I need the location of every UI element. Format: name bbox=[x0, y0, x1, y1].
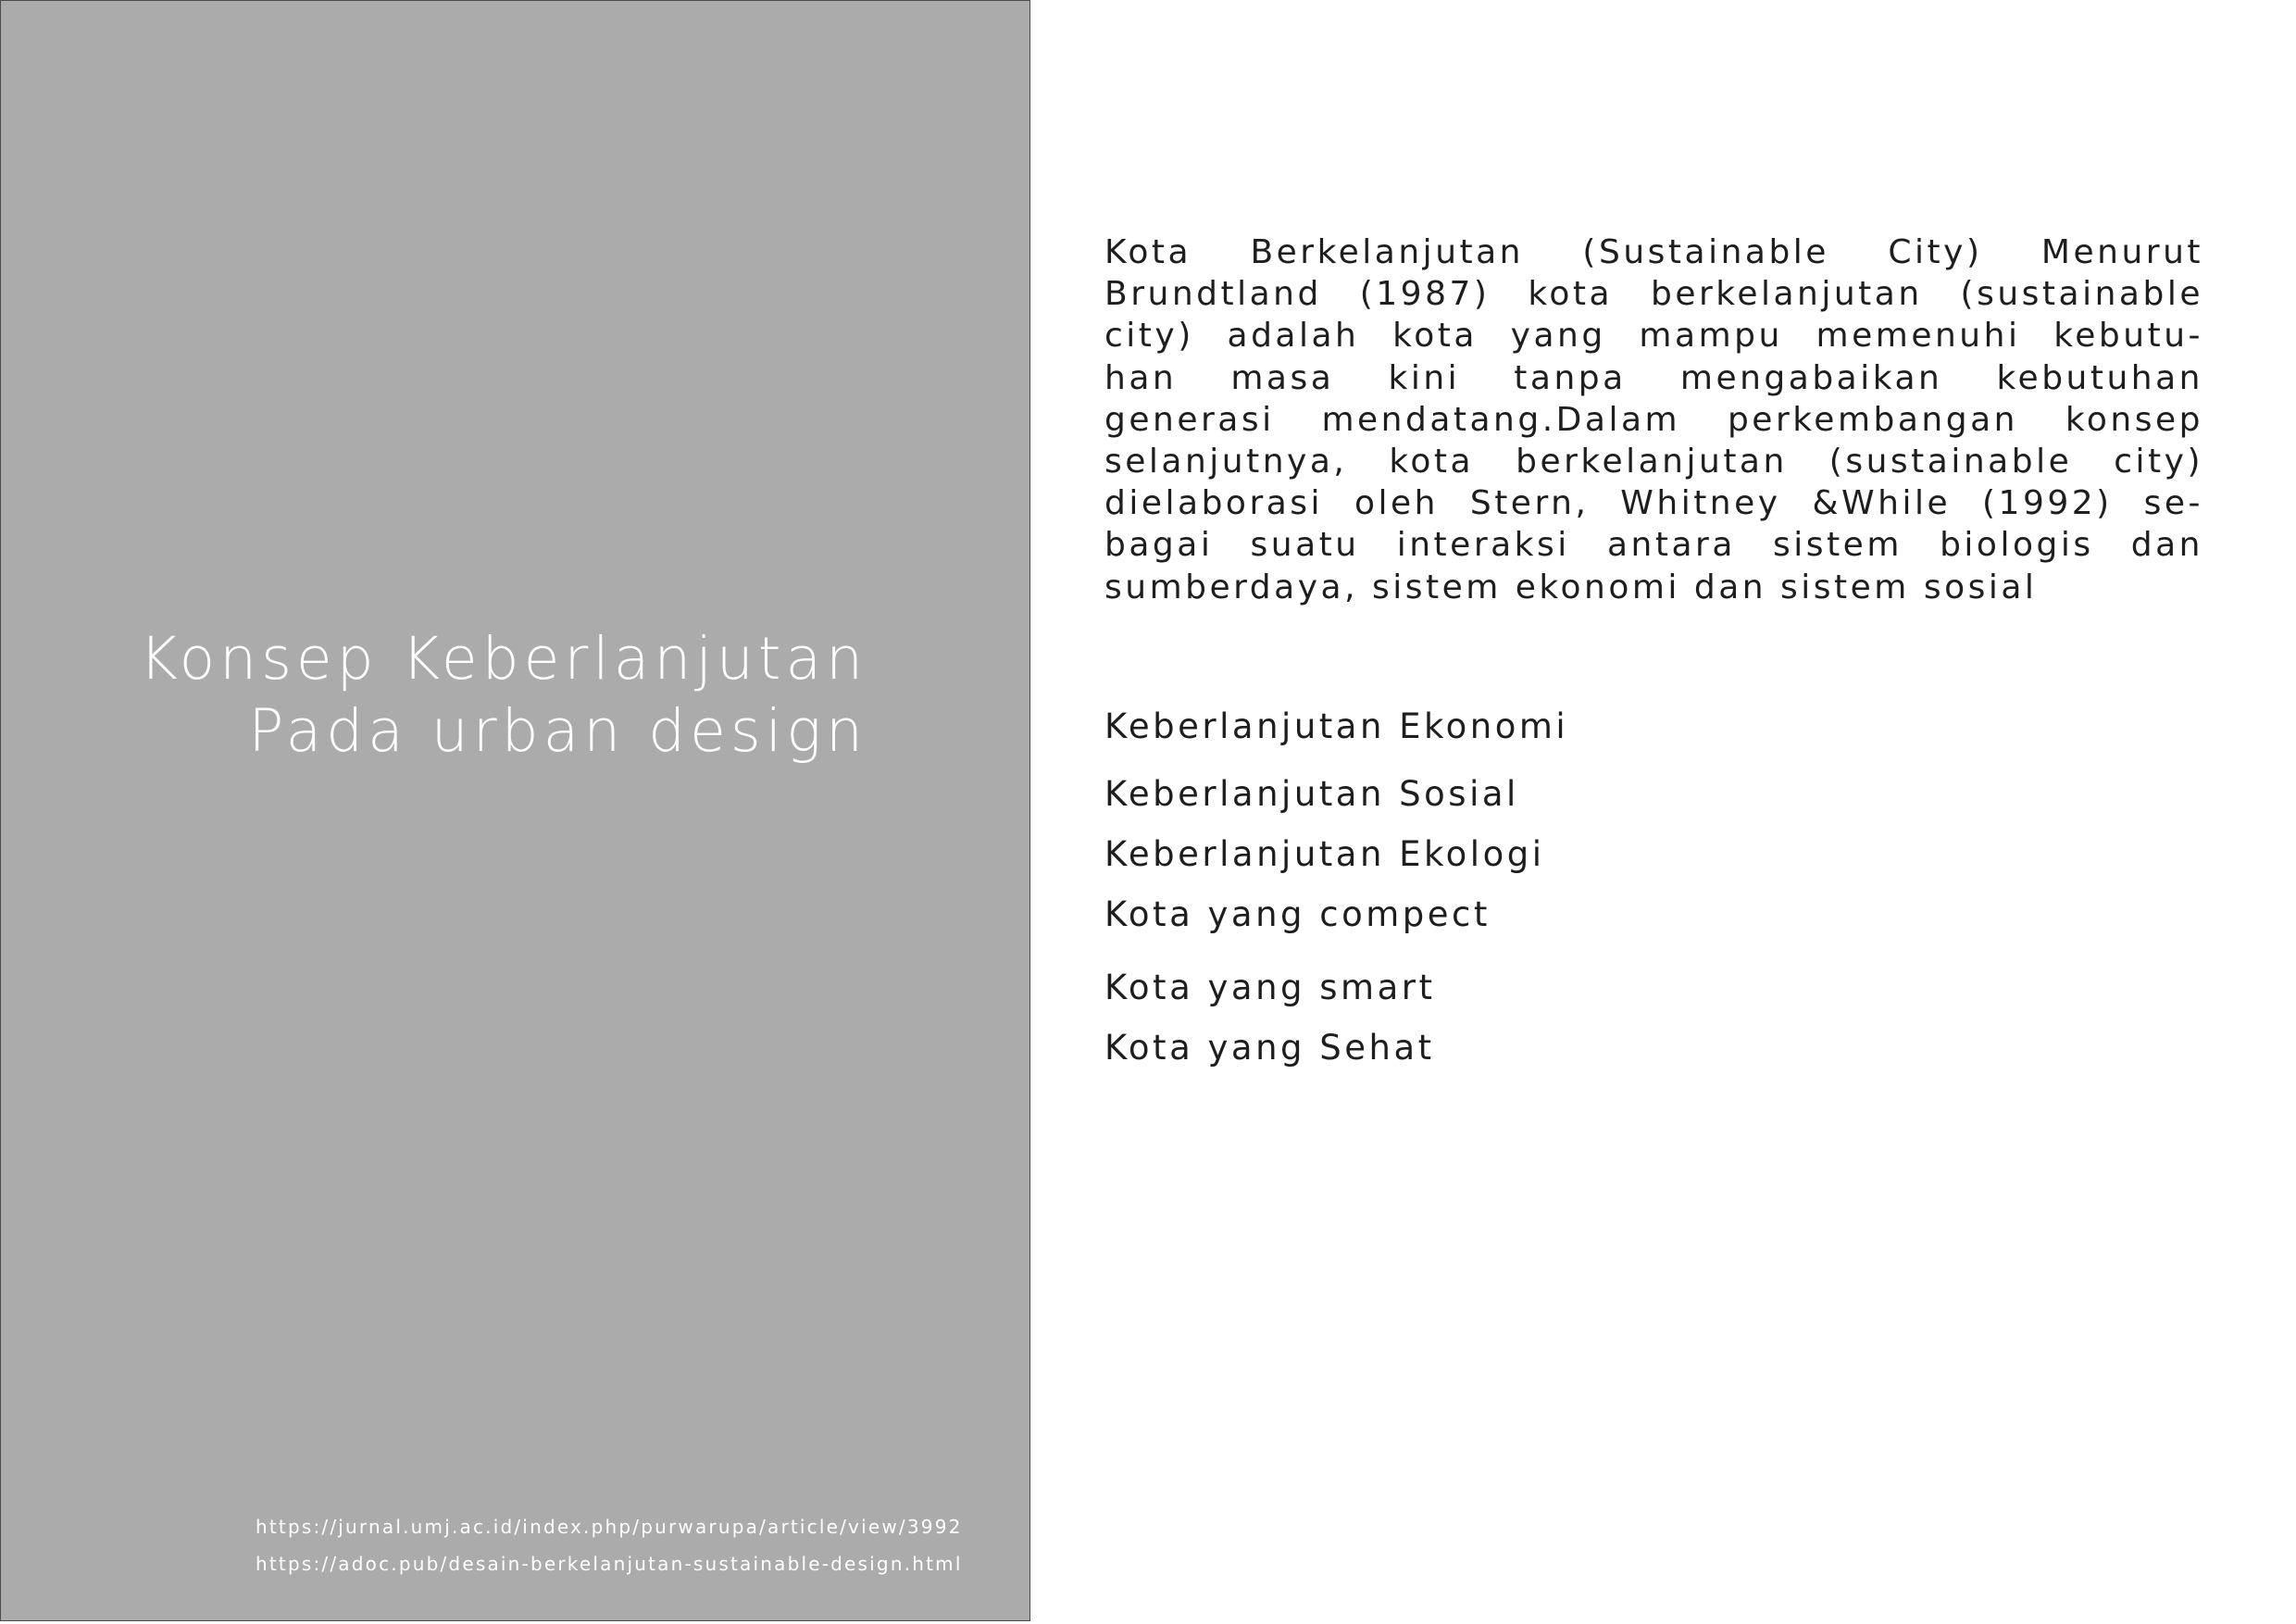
intro-line: sumberdaya, sistem ekonomi dan sistem sosial bbox=[1104, 568, 2038, 606]
intro-line: Brundtland (1987) kota berkelanjutan (sustainable bbox=[1104, 275, 2203, 314]
topic-ecology: Keberlanjutan Ekologi bbox=[1104, 834, 1545, 874]
intro-line: city) adalah kota yang mampu memenuhi kebutu- bbox=[1104, 317, 2203, 356]
page-title bbox=[139, 623, 867, 768]
title-line-1: Konsep Keberlanjutan bbox=[139, 625, 867, 693]
intro-line: dielaborasi oleh Stern, Whitney &While (1992) se- bbox=[1104, 484, 2203, 523]
topic-smart-city: Kota yang smart bbox=[1104, 968, 1436, 1007]
intro-line: selanjutnya, kota berkelanjutan (sustainable city) bbox=[1104, 443, 2203, 481]
reference-link-2: https://adoc.pub/desain-berkelanjutan-sustainable-design.html bbox=[256, 1553, 963, 1575]
intro-line: bagai suatu interaksi antara sistem biologis dan bbox=[1104, 526, 2203, 565]
left-panel bbox=[0, 0, 1030, 1621]
intro-paragraph bbox=[1104, 231, 2203, 608]
intro-line: generasi mendatang.Dalam perkembangan konsep bbox=[1104, 400, 2203, 439]
reference-link-1: https://jurnal.umj.ac.id/index.php/purwarupa/article/view/3992 bbox=[256, 1516, 963, 1538]
topic-social: Keberlanjutan Sosial bbox=[1104, 774, 1519, 814]
topic-healthy-city: Kota yang Sehat bbox=[1104, 1028, 1435, 1068]
topic-compact-city: Kota yang compect bbox=[1104, 894, 1491, 934]
intro-line: Kota Berkelanjutan (Sustainable City) Menurut bbox=[1104, 233, 2203, 271]
title-line-2: Pada urban design bbox=[248, 697, 867, 765]
topic-economic: Keberlanjutan Ekonomi bbox=[1104, 706, 1569, 746]
references bbox=[256, 1508, 963, 1582]
intro-line: han masa kini tanpa mengabaikan kebutuhan bbox=[1104, 358, 2203, 397]
